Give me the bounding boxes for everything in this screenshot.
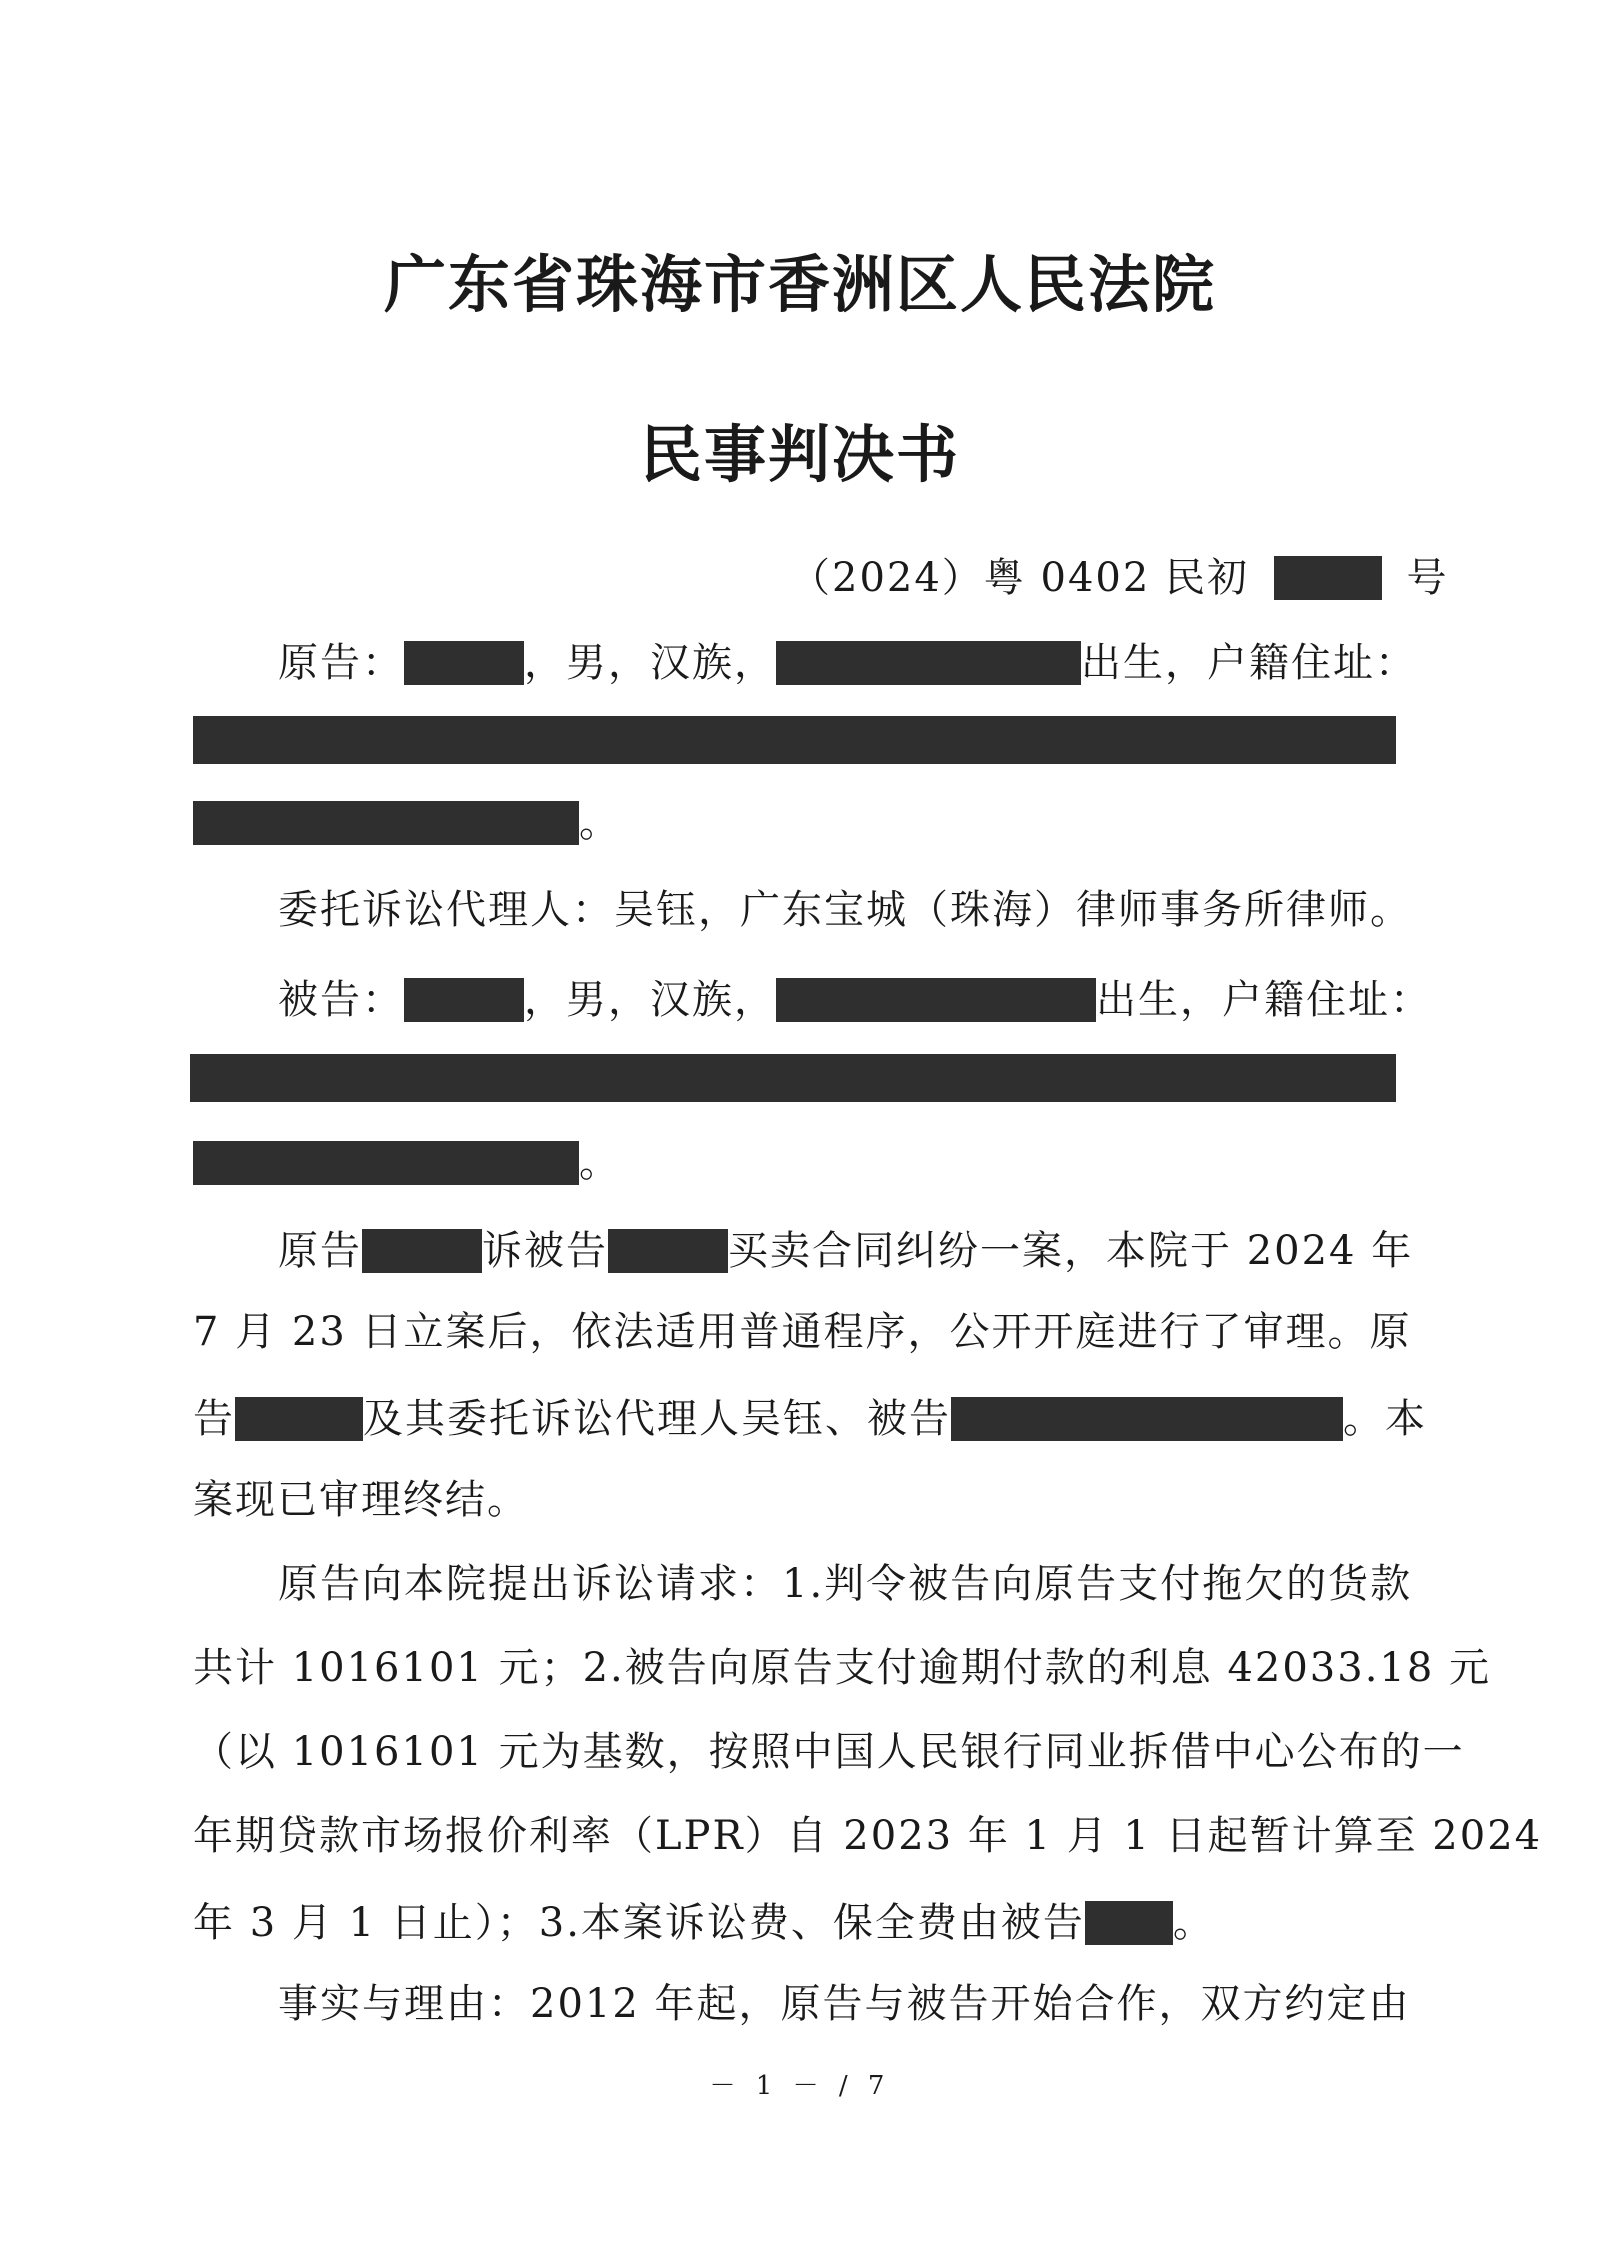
redaction: [608, 1229, 728, 1273]
paragraph-2-line-2: 共计 1016101 元；2.被告向原告支付逾期付款的利息 42033.18 元: [193, 1645, 1492, 1691]
paragraph-2-line-5: 年 3 月 1 日止）；3.本案诉讼费、保全费由被告 。: [193, 1900, 1215, 1946]
redaction: [193, 1141, 579, 1185]
redaction: [193, 801, 579, 845]
paragraph-3-line-1: 事实与理由：2012 年起，原告与被告开始合作，双方约定由: [278, 1981, 1411, 2027]
paragraph-1-line-3: 告 及其委托诉讼代理人吴钰、被告 。本: [193, 1396, 1427, 1442]
redaction: [404, 641, 524, 685]
redaction: [951, 1397, 1343, 1441]
redaction: [362, 1229, 482, 1273]
paragraph-1-line-2: 7 月 23 日立案后，依法适用普通程序，公开开庭进行了审理。原: [193, 1309, 1412, 1355]
plaintiff-line: 原告： ，男，汉族， 出生，户籍住址：: [278, 640, 1417, 686]
redaction: [404, 978, 524, 1022]
redaction: [235, 1397, 363, 1441]
court-name: 广东省珠海市香洲区人民法院: [383, 248, 1216, 321]
redaction: [1274, 556, 1382, 600]
document-type: 民事判决书: [639, 418, 960, 491]
paragraph-2-line-1: 原告向本院提出诉讼请求：1.判令被告向原告支付拖欠的货款: [278, 1561, 1413, 1607]
paragraph-2-line-4: 年期贷款市场报价利率（LPR）自 2023 年 1 月 1 日起暂计算至 2024: [193, 1813, 1543, 1859]
redaction: [776, 641, 1081, 685]
agent-line: 委托诉讼代理人：吴钰，广东宝城（珠海）律师事务所律师。: [278, 887, 1412, 933]
defendant-address-end: 。: [193, 1130, 1423, 1190]
defendant-line: 被告： ，男，汉族， 出生，户籍住址：: [278, 977, 1432, 1023]
redaction: [190, 1054, 1396, 1102]
page-number: － 1 － / 7: [709, 2071, 891, 2101]
redaction: [776, 978, 1096, 1022]
paragraph-2-line-3: （以 1016101 元为基数，按照中国人民银行同业拆借中心公布的一: [193, 1729, 1465, 1775]
plaintiff-address-end: 。: [193, 790, 1423, 850]
case-number: （2024）粤 0402 民初 号: [790, 555, 1449, 601]
redaction: [1085, 1901, 1173, 1945]
paragraph-1-line-4: 案现已审理终结。: [193, 1477, 529, 1523]
paragraph-1-line-1: 原告 诉被告 买卖合同纠纷一案，本院于 2024 年: [278, 1228, 1414, 1274]
redaction: [193, 716, 1396, 764]
